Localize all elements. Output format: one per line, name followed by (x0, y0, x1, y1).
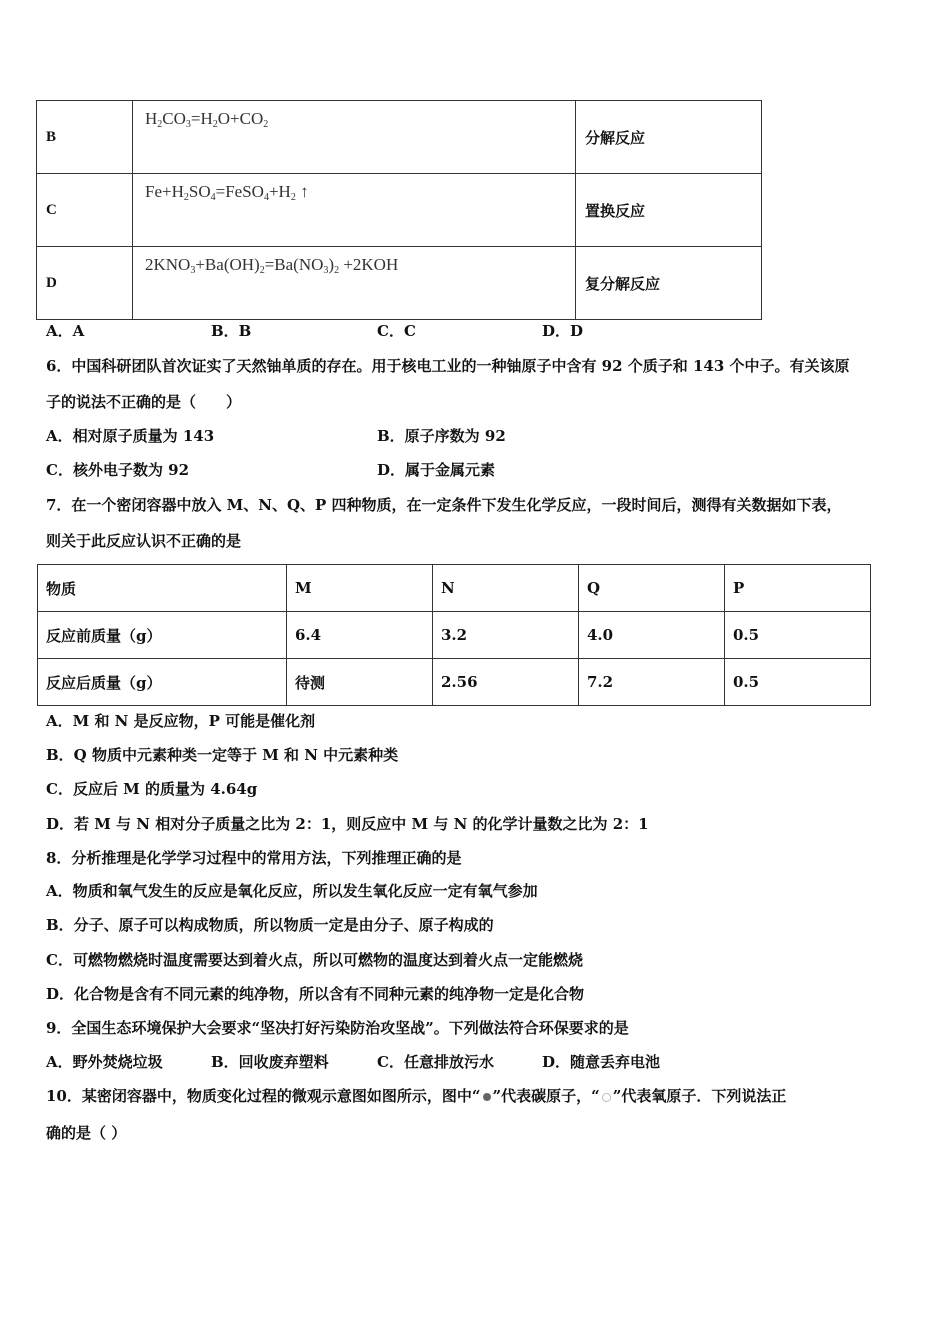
table-cell: 3.2 (433, 612, 579, 659)
q10-stem-line2: 确的是（ ） (46, 1124, 127, 1142)
table-row (38, 659, 871, 706)
q6-stem-line1: 6．中国科研团队首次证实了天然铀单质的存在。用于核电工业的一种铀原子中含有 92 个质子和 143 个中子。有关该原 (46, 357, 850, 375)
table-cell: 待测 (287, 659, 433, 706)
table-row (38, 612, 871, 659)
reaction-type: 复分解反应 (576, 247, 762, 320)
q8-option-d[interactable]: D．化合物是含有不同元素的纯净物，所以含有不同种元素的纯净物一定是化合物 (46, 985, 585, 1003)
q7-option-b[interactable]: B．Q 物质中元素种类一定等于 M 和 N 中元素种类 (46, 746, 399, 764)
table-row (37, 101, 762, 174)
q8-option-c[interactable]: C．可燃物燃烧时温度需要达到着火点，所以可燃物的温度达到着火点一定能燃烧 (46, 951, 583, 969)
oxygen-atom-icon (602, 1093, 611, 1102)
row-label: C (37, 174, 133, 247)
table-header-cell: M (287, 565, 433, 612)
table-header-cell: N (433, 565, 579, 612)
table-cell: 反应后质量（g） (38, 659, 287, 706)
table-header-cell: P (725, 565, 871, 612)
table-header-cell: 物质 (38, 565, 287, 612)
row-label: B (37, 101, 133, 174)
q6-option-d[interactable]: D．属于金属元素 (377, 461, 496, 479)
reaction-table (36, 100, 762, 320)
q7-stem-line1: 7．在一个密闭容器中放入 M、N、Q、P 四种物质，在一定条件下发生化学反应，一段时间后，测得有关数据如下表， (46, 496, 842, 514)
mass-data-table (37, 564, 871, 706)
table-cell: 0.5 (725, 659, 871, 706)
q8-stem: 8．分析推理是化学学习过程中的常用方法，下列推理正确的是 (46, 849, 462, 867)
q9-option-b[interactable]: B．回收废弃塑料 (211, 1053, 329, 1071)
q10-stem-line1 (46, 1086, 786, 1106)
table-cell: 0.5 (725, 612, 871, 659)
q5-option-a[interactable]: A．A (46, 322, 85, 340)
q9-option-a[interactable]: A．野外焚烧垃圾 (46, 1053, 163, 1071)
carbon-atom-icon (483, 1093, 491, 1101)
chemical-equation: $Fe+H_2SO_4=FeSO_4+H_2$ ↑ (133, 174, 576, 247)
row-label: D (37, 247, 133, 320)
table-row (38, 565, 871, 612)
q5-option-d[interactable]: D．D (542, 322, 584, 340)
q9-stem: 9．全国生态环境保护大会要求“坚决打好污染防治攻坚战”。下列做法符合环保要求的是 (46, 1019, 629, 1037)
table-cell: 7.2 (579, 659, 725, 706)
table-row (37, 174, 762, 247)
chemical-equation: $H_2CO_3=H_2O+CO_2$ (133, 101, 576, 174)
table-cell: 反应前质量（g） (38, 612, 287, 659)
q6-stem-line2: 子的说法不正确的是（ ） (46, 393, 242, 411)
table-cell: 2.56 (433, 659, 579, 706)
table-cell: 6.4 (287, 612, 433, 659)
q9-option-c[interactable]: C．任意排放污水 (377, 1053, 494, 1071)
q7-option-c[interactable]: C．反应后 M 的质量为 4.64g (46, 780, 258, 798)
reaction-type: 置换反应 (576, 174, 762, 247)
q10-text-part1: 10．某密闭容器中，物质变化过程的微观示意图如图所示，图中“ (46, 1087, 481, 1105)
q10-text-part2: ”代表碳原子，“ (492, 1087, 600, 1105)
table-header-cell: Q (579, 565, 725, 612)
reaction-type: 分解反应 (576, 101, 762, 174)
q9-option-d[interactable]: D．随意丢弃电池 (542, 1053, 661, 1071)
q5-option-b[interactable]: B．B (211, 322, 252, 340)
chemical-equation: $2KNO_3+Ba(OH)_2=Ba(NO_3)_2 +2KOH$ (133, 247, 576, 320)
q7-stem-line2: 则关于此反应认识不正确的是 (46, 532, 242, 550)
q6-option-b[interactable]: B．原子序数为 92 (377, 427, 506, 445)
q8-option-b[interactable]: B．分子、原子可以构成物质，所以物质一定是由分子、原子构成的 (46, 916, 494, 934)
table-row (37, 247, 762, 320)
q6-option-c[interactable]: C．核外电子数为 92 (46, 461, 190, 479)
q10-text-part3: ”代表氧原子．下列说法正 (612, 1087, 787, 1105)
q8-option-a[interactable]: A．物质和氧气发生的反应是氧化反应，所以发生氧化反应一定有氧气参加 (46, 882, 538, 900)
table-cell: 4.0 (579, 612, 725, 659)
q5-option-c[interactable]: C．C (377, 322, 416, 340)
q7-option-d[interactable]: D．若 M 与 N 相对分子质量之比为 2：1，则反应中 M 与 N 的化学计量数之比为 2：1 (46, 815, 649, 833)
q7-option-a[interactable]: A．M 和 N 是反应物，P 可能是催化剂 (46, 712, 316, 730)
q6-option-a[interactable]: A．相对原子质量为 143 (46, 427, 215, 445)
